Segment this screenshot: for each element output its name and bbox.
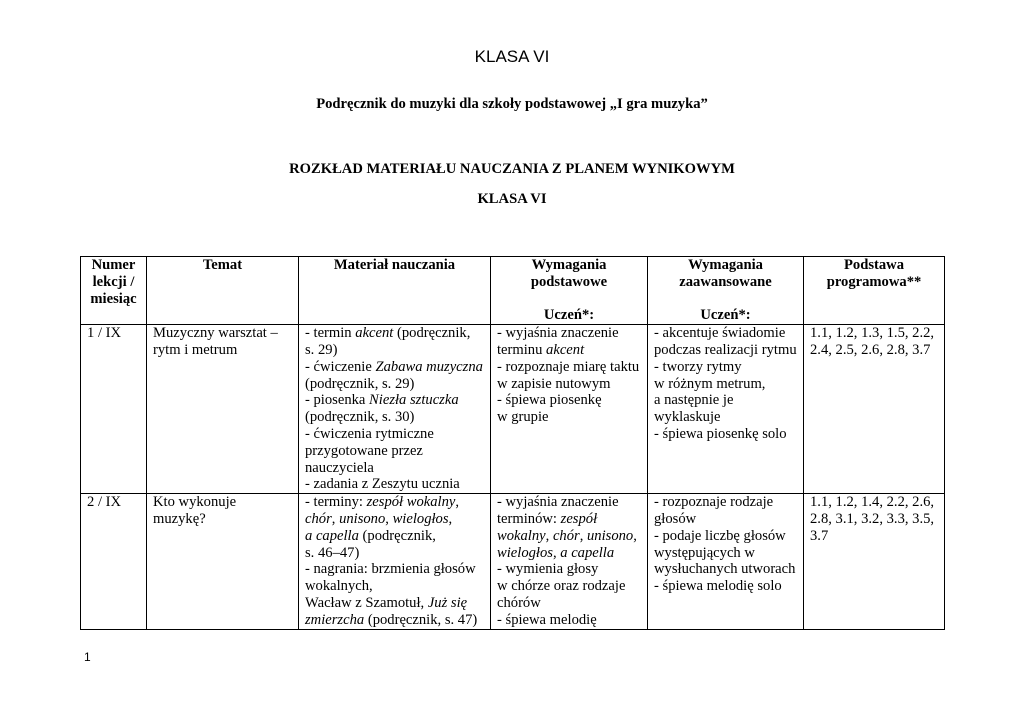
cell-line: występujących w: [654, 544, 755, 561]
cell-line: - ćwiczenia rytmiczne: [305, 425, 434, 442]
cell-line: [305, 392, 487, 409]
cell-line: nauczyciela: [305, 459, 374, 476]
cell-line: 1.1, 1.2, 1.3, 1.5, 2.2,: [810, 325, 935, 342]
text-segment: ,: [545, 527, 553, 544]
italic-term: Zabawa muzyczna: [375, 358, 483, 375]
cell-line: s. 29): [305, 341, 338, 358]
italic-term: chór: [305, 510, 332, 527]
cell-line: wyklaskuje: [654, 409, 721, 426]
cell-line: - wymienia głosy: [497, 561, 599, 578]
cell-material: [299, 494, 491, 629]
cell-line: - rozpoznaje miarę taktu: [497, 358, 640, 375]
cell-line: [497, 545, 644, 562]
cell-line: (podręcznik, s. 30): [305, 409, 415, 426]
cell-line: chórów: [497, 594, 541, 611]
table-row: [81, 494, 945, 629]
cell-line: a następnie je: [654, 392, 734, 409]
text-segment: (podręcznik,: [393, 325, 471, 342]
cell-line: - śpiewa melodię solo: [654, 578, 782, 595]
cell-line: - nagrania: brzmienia głosów: [305, 561, 476, 578]
header-lesson-number: [81, 257, 147, 325]
cell-line: w grupie: [497, 409, 549, 426]
header-curriculum-basis: [804, 257, 945, 325]
text-segment: - termin: [305, 325, 356, 342]
header-line: programowa**: [826, 273, 922, 290]
cell-line: - wyjaśnia znaczenie: [497, 325, 619, 342]
text-segment: ,: [448, 510, 453, 527]
header-line: Materiał nauczania: [333, 257, 456, 273]
italic-term: a capella: [305, 527, 359, 544]
header-line: zaawansowane: [679, 273, 772, 290]
cell-line: - akcentuje świadomie: [654, 325, 786, 342]
cell-topic: [147, 325, 299, 494]
italic-term: chór: [552, 527, 580, 544]
curriculum-table: [80, 256, 945, 630]
header-line: miesiąc: [90, 290, 137, 307]
header-material: [299, 257, 491, 325]
text-segment: - piosenka: [305, 392, 370, 409]
cell-line: wokalnych,: [305, 578, 373, 595]
cell-line: [497, 528, 644, 545]
table-row: [81, 325, 945, 494]
header-line: Podstawa: [844, 257, 904, 273]
italic-term: Już się: [427, 594, 468, 611]
italic-term: Niezła sztuczka: [369, 392, 459, 409]
cell-line: w różnym metrum,: [654, 375, 766, 392]
text-segment: terminów:: [497, 510, 561, 527]
cell-basic-requirements: [491, 494, 648, 629]
cell-line: [305, 511, 487, 528]
header-student-note: Uczeń*:: [700, 307, 751, 324]
table-header-row: [81, 257, 945, 325]
cell-line: 3.7: [810, 527, 829, 544]
cell-line: - rozpoznaje rodzaje: [654, 494, 774, 511]
cell-line: - wyjaśnia znaczenie: [497, 494, 619, 511]
cell-line: [305, 494, 487, 511]
header-line: Wymagania: [531, 257, 607, 273]
class-label: KLASA VI: [477, 191, 547, 207]
cell-line: muzykę?: [153, 510, 206, 527]
cell-line: (podręcznik, s. 29): [305, 375, 415, 392]
text-segment: - terminy:: [305, 494, 367, 511]
cell-line: 2.4, 2.5, 2.6, 2.8, 3.7: [810, 341, 931, 358]
cell-line: przygotowane przez: [305, 442, 423, 459]
italic-term: wielogłos: [392, 510, 449, 527]
cell-line: podczas realizacji rytmu: [654, 341, 797, 358]
italic-term: akcent: [355, 325, 394, 342]
italic-term: a capella: [560, 544, 615, 561]
cell-line: Kto wykonuje: [153, 494, 237, 511]
cell-line: [305, 612, 487, 629]
text-segment: ,: [552, 544, 561, 561]
italic-term: akcent: [546, 341, 585, 358]
text-segment: terminu: [497, 341, 547, 358]
text-segment: (podręcznik, s. 47): [364, 611, 478, 628]
cell-topic: [147, 494, 299, 629]
cell-advanced-requirements: [648, 494, 804, 629]
cell-line: - śpiewa melodię: [497, 611, 597, 628]
header-line: Numer: [91, 257, 136, 273]
cell-line: [305, 325, 487, 342]
text-segment: ,: [579, 527, 587, 544]
page-number: 1: [84, 650, 91, 664]
text-segment: ,: [385, 510, 393, 527]
page-title: KLASA VI: [474, 47, 550, 66]
text-segment: ,: [331, 510, 340, 527]
cell-curriculum-basis: [804, 325, 945, 494]
cell-line: 2.8, 3.1, 3.2, 3.3, 3.5,: [810, 510, 935, 527]
header-student-note: Uczeń*:: [543, 307, 595, 324]
header-line: lekcji /: [92, 273, 135, 290]
cell-material: [299, 325, 491, 494]
document-heading: ROZKŁAD MATERIAŁU NAUCZANIA Z PLANEM WYNIKOWYM: [289, 161, 735, 177]
cell-line: [305, 528, 487, 545]
cell-line: w chórze oraz rodzaje: [497, 578, 626, 595]
italic-term: zmierzcha: [305, 611, 365, 628]
italic-term: unisono: [339, 510, 386, 527]
cell-line: rytm i metrum: [153, 341, 238, 358]
italic-term: wokalny: [497, 527, 546, 544]
table-body: [81, 325, 945, 629]
cell-advanced-requirements: [648, 325, 804, 494]
header-line: Temat: [202, 257, 243, 273]
cell-line: wysłuchanych utworach: [654, 561, 796, 578]
cell-basic-requirements: [491, 325, 648, 494]
cell-line: [305, 595, 487, 612]
italic-term: unisono: [587, 527, 634, 544]
header-advanced-requirements: [648, 257, 804, 325]
textbook-subtitle: Podręcznik do muzyki dla szkoły podstawowej „I gra muzyka”: [316, 96, 708, 112]
cell-line: 1 / IX: [87, 325, 122, 342]
cell-line: [305, 359, 487, 376]
italic-term: zespół: [560, 510, 598, 527]
cell-line: s. 46–47): [305, 544, 360, 561]
cell-line: 1.1, 1.2, 1.4, 2.2, 2.6,: [810, 494, 935, 511]
cell-line: - śpiewa piosenkę solo: [654, 425, 787, 442]
text-segment: Wacław z Szamotuł,: [305, 594, 428, 611]
text-segment: ,: [633, 527, 637, 544]
cell-line: - tworzy rytmy: [654, 358, 742, 375]
italic-term: wielogłos: [497, 544, 553, 561]
cell-lesson-number: [81, 494, 147, 629]
header-topic: [147, 257, 299, 325]
header-basic-requirements: [491, 257, 648, 325]
text-segment: - ćwiczenie: [305, 358, 376, 375]
text-segment: ,: [455, 494, 460, 511]
cell-line: - śpiewa piosenkę: [497, 392, 602, 409]
text-segment: (podręcznik,: [358, 527, 436, 544]
cell-line: [497, 511, 644, 528]
cell-curriculum-basis: [804, 494, 945, 629]
header-line: podstawowe: [530, 273, 608, 290]
cell-line: - podaje liczbę głosów: [654, 527, 786, 544]
cell-lesson-number: [81, 325, 147, 494]
cell-line: w zapisie nutowym: [497, 375, 611, 392]
cell-line: Muzyczny warsztat –: [153, 325, 278, 342]
cell-line: 2 / IX: [87, 494, 122, 511]
cell-line: głosów: [654, 510, 697, 527]
cell-line: - zadania z Zeszytu ucznia: [305, 476, 460, 493]
cell-line: [497, 342, 644, 359]
header-line: Wymagania: [688, 257, 763, 273]
italic-term: zespół wokalny: [366, 494, 456, 511]
